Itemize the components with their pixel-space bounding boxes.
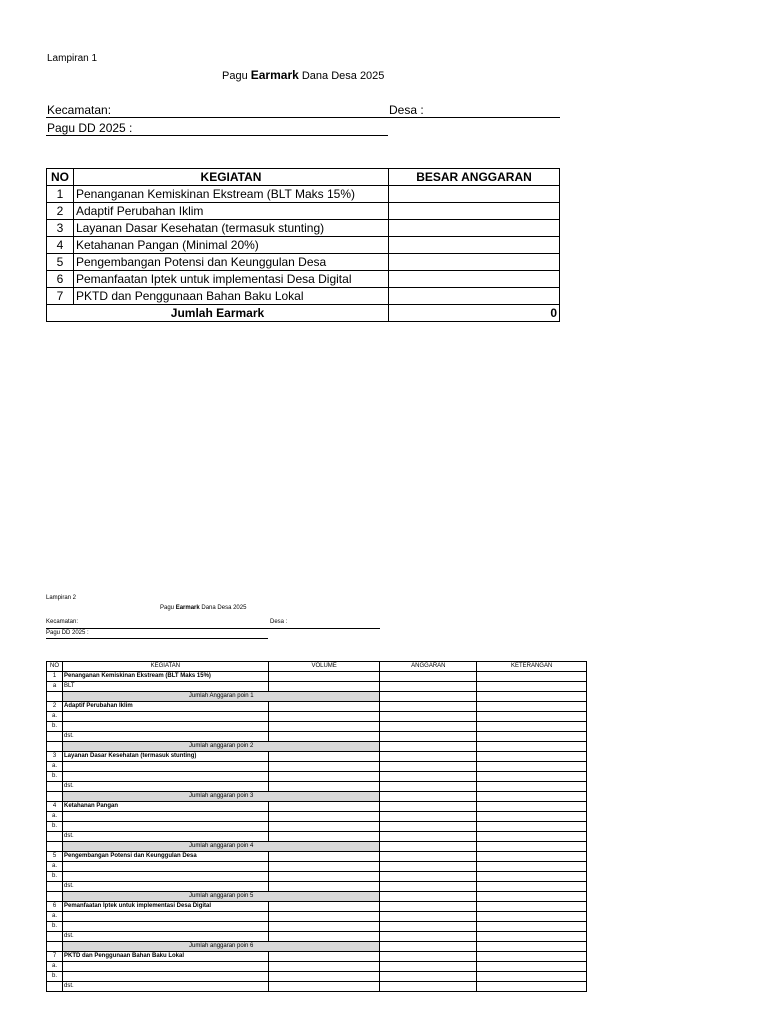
row-no — [47, 932, 63, 942]
row-keterangan-cell[interactable] — [477, 872, 587, 882]
row-kegiatan: PKTD dan Penggunaan Bahan Baku Lokal — [62, 952, 268, 962]
row-no: b. — [47, 822, 63, 832]
row-no: 3 — [47, 752, 63, 762]
row-no: a. — [47, 962, 63, 972]
row-volume-cell[interactable] — [268, 872, 380, 882]
row-no — [47, 782, 63, 792]
kecamatan-desa-underline-2 — [46, 628, 380, 629]
row-keterangan-cell[interactable] — [477, 762, 587, 772]
row-kegiatan — [62, 922, 268, 932]
header-volume: VOLUME — [268, 662, 380, 672]
activity-item-row — [47, 872, 587, 882]
row-volume-cell[interactable] — [268, 752, 380, 762]
row-kegiatan: Penanganan Kemiskinan Ekstream (BLT Maks 15%) — [62, 672, 268, 682]
total-value[interactable]: 0 — [389, 305, 560, 322]
row-volume-cell[interactable] — [268, 982, 380, 992]
row-volume-cell[interactable] — [268, 802, 380, 812]
row-kegiatan: Pemanfaatan Iptek untuk implementasi Desa Digital — [62, 902, 268, 912]
row-no: 4 — [47, 802, 63, 812]
row-kegiatan: BLT — [62, 682, 268, 692]
row-no: b. — [47, 722, 63, 732]
row-kegiatan — [62, 812, 268, 822]
total-label: Jumlah Earmark — [47, 305, 389, 322]
row-no: a. — [47, 862, 63, 872]
subtotal-anggaran-cell[interactable] — [380, 842, 477, 852]
subtotal-label: Jumlah anggaran poin 6 — [62, 942, 379, 952]
row-volume-cell[interactable] — [268, 852, 380, 862]
row-no: 3 — [47, 220, 74, 237]
pagu-label-2: Pagu DD 2025 : — [46, 630, 89, 636]
row-anggaran-cell[interactable] — [380, 822, 477, 832]
subtotal-keterangan-cell[interactable] — [477, 942, 587, 952]
activity-item-row — [47, 982, 587, 992]
activity-header-row — [47, 852, 587, 862]
lampiran2-title: Pagu Earmark Dana Desa 2025 — [160, 605, 247, 611]
subtotal-spacer — [47, 792, 63, 802]
activity-item-row — [47, 972, 587, 982]
activity-item-row — [47, 682, 587, 692]
row-kegiatan — [62, 962, 268, 972]
header-no-2: NO — [47, 662, 63, 672]
activity-item-row — [47, 862, 587, 872]
subtotal-keterangan-cell[interactable] — [477, 792, 587, 802]
desa-label: Desa : — [389, 103, 424, 117]
row-volume-cell[interactable] — [268, 762, 380, 772]
row-kegiatan — [62, 722, 268, 732]
row-keterangan-cell[interactable] — [477, 972, 587, 982]
header-keterangan: KETERANGAN — [477, 662, 587, 672]
activity-header-row — [47, 902, 587, 912]
row-anggaran-cell[interactable] — [380, 832, 477, 842]
subtotal-spacer — [47, 692, 63, 702]
row-kegiatan — [62, 972, 268, 982]
row-volume-cell[interactable] — [268, 702, 380, 712]
row-anggaran-cell[interactable] — [389, 220, 560, 237]
header-no: NO — [47, 169, 74, 186]
row-kegiatan: Pengembangan Potensi dan Keunggulan Desa — [74, 254, 389, 271]
detail-table — [46, 661, 587, 992]
row-anggaran-cell[interactable] — [380, 712, 477, 722]
row-kegiatan — [62, 822, 268, 832]
row-no: 2 — [47, 702, 63, 712]
row-kegiatan: dst. — [62, 882, 268, 892]
row-keterangan-cell[interactable] — [477, 802, 587, 812]
row-anggaran-cell[interactable] — [380, 782, 477, 792]
row-no: a. — [47, 712, 63, 722]
subtotal-spacer — [47, 892, 63, 902]
row-kegiatan — [62, 762, 268, 772]
row-no: b. — [47, 872, 63, 882]
row-volume-cell[interactable] — [268, 712, 380, 722]
row-keterangan-cell[interactable] — [477, 982, 587, 992]
row-keterangan-cell[interactable] — [477, 952, 587, 962]
lampiran1-label: Lampiran 1 — [47, 53, 98, 64]
activity-item-row — [47, 762, 587, 772]
activity-item-row — [47, 962, 587, 972]
subtotal-label: Jumlah Anggaran poin 1 — [62, 692, 379, 702]
header-kegiatan-2: KEGIATAN — [62, 662, 268, 672]
subtotal-spacer — [47, 942, 63, 952]
activity-item-row — [47, 912, 587, 922]
kecamatan-label: Kecamatan: — [47, 103, 112, 117]
row-volume-cell[interactable] — [268, 722, 380, 732]
row-volume-cell[interactable] — [268, 962, 380, 972]
table-row — [47, 220, 560, 237]
row-keterangan-cell[interactable] — [477, 712, 587, 722]
row-kegiatan: Layanan Dasar Kesehatan (termasuk stunting) — [74, 220, 389, 237]
row-no: a. — [47, 812, 63, 822]
kecamatan-desa-underline — [46, 117, 560, 118]
row-keterangan-cell[interactable] — [477, 682, 587, 692]
activity-header-row — [47, 702, 587, 712]
activity-item-row — [47, 832, 587, 842]
activity-item-row — [47, 732, 587, 742]
subtotal-anggaran-cell[interactable] — [380, 942, 477, 952]
subtotal-anggaran-cell[interactable] — [380, 692, 477, 702]
row-no — [47, 882, 63, 892]
row-anggaran-cell[interactable] — [380, 882, 477, 892]
row-keterangan-cell[interactable] — [477, 852, 587, 862]
row-keterangan-cell[interactable] — [477, 722, 587, 732]
row-anggaran-cell[interactable] — [389, 186, 560, 203]
row-no: b. — [47, 972, 63, 982]
lampiran1-title: Pagu Earmark Dana Desa 2025 — [222, 68, 385, 82]
subtotal-spacer — [47, 742, 63, 752]
row-keterangan-cell[interactable] — [477, 932, 587, 942]
row-anggaran-cell[interactable] — [380, 922, 477, 932]
total-row — [47, 305, 560, 322]
activity-header-row — [47, 802, 587, 812]
row-volume-cell[interactable] — [268, 972, 380, 982]
header-kegiatan: KEGIATAN — [74, 169, 389, 186]
row-keterangan-cell[interactable] — [477, 862, 587, 872]
subtotal-keterangan-cell[interactable] — [477, 742, 587, 752]
row-kegiatan: dst. — [62, 732, 268, 742]
row-anggaran-cell[interactable] — [380, 762, 477, 772]
row-volume-cell[interactable] — [268, 672, 380, 682]
row-anggaran-cell[interactable] — [380, 752, 477, 762]
activity-item-row — [47, 932, 587, 942]
row-anggaran-cell[interactable] — [380, 672, 477, 682]
row-kegiatan: Adaptif Perubahan Iklim — [74, 203, 389, 220]
subtotal-spacer — [47, 842, 63, 852]
row-volume-cell[interactable] — [268, 952, 380, 962]
row-anggaran-cell[interactable] — [380, 962, 477, 972]
subtotal-keterangan-cell[interactable] — [477, 842, 587, 852]
table-row — [47, 186, 560, 203]
subtotal-label: Jumlah anggaran poin 5 — [62, 892, 379, 902]
row-kegiatan: dst. — [62, 982, 268, 992]
subtotal-anggaran-cell[interactable] — [380, 742, 477, 752]
row-kegiatan: Layanan Dasar Kesehatan (termasuk stunting) — [62, 752, 268, 762]
row-keterangan-cell[interactable] — [477, 672, 587, 682]
row-anggaran-cell[interactable] — [380, 862, 477, 872]
row-no: 7 — [47, 288, 74, 305]
row-volume-cell[interactable] — [268, 932, 380, 942]
row-kegiatan — [62, 872, 268, 882]
row-anggaran-cell[interactable] — [380, 722, 477, 732]
row-kegiatan — [62, 912, 268, 922]
row-no: 2 — [47, 203, 74, 220]
activity-item-row — [47, 822, 587, 832]
activity-item-row — [47, 712, 587, 722]
row-anggaran-cell[interactable] — [380, 702, 477, 712]
earmark-table — [46, 168, 560, 322]
row-no: 5 — [47, 852, 63, 862]
row-anggaran-cell[interactable] — [380, 952, 477, 962]
row-anggaran-cell[interactable] — [389, 288, 560, 305]
row-keterangan-cell[interactable] — [477, 752, 587, 762]
row-volume-cell[interactable] — [268, 902, 380, 912]
row-volume-cell[interactable] — [268, 682, 380, 692]
row-volume-cell[interactable] — [268, 732, 380, 742]
row-kegiatan: Ketahanan Pangan (Minimal 20%) — [74, 237, 389, 254]
row-kegiatan — [62, 712, 268, 722]
row-kegiatan: Pengembangan Potensi dan Keunggulan Desa — [62, 852, 268, 862]
subtotal-row — [47, 842, 587, 852]
subtotal-row — [47, 692, 587, 702]
table-row — [47, 237, 560, 254]
row-anggaran-cell[interactable] — [380, 932, 477, 942]
row-keterangan-cell[interactable] — [477, 772, 587, 782]
subtotal-row — [47, 942, 587, 952]
activity-item-row — [47, 882, 587, 892]
row-volume-cell[interactable] — [268, 782, 380, 792]
desa-label-2: Desa : — [270, 619, 288, 625]
header-anggaran: ANGGARAN — [380, 662, 477, 672]
row-no: a. — [47, 762, 63, 772]
subtotal-label: Jumlah anggaran poin 3 — [62, 792, 379, 802]
subtotal-row — [47, 742, 587, 752]
row-anggaran-cell[interactable] — [380, 802, 477, 812]
row-no — [47, 832, 63, 842]
row-kegiatan: Adaptif Perubahan Iklim — [62, 702, 268, 712]
row-no: 4 — [47, 237, 74, 254]
row-no: 6 — [47, 902, 63, 912]
activity-item-row — [47, 812, 587, 822]
header-besar-anggaran: BESAR ANGGARAN — [389, 169, 560, 186]
activity-item-row — [47, 722, 587, 732]
subtotal-keterangan-cell[interactable] — [477, 892, 587, 902]
row-keterangan-cell[interactable] — [477, 812, 587, 822]
table-row — [47, 203, 560, 220]
row-no: 1 — [47, 672, 63, 682]
row-volume-cell[interactable] — [268, 922, 380, 932]
row-kegiatan: dst. — [62, 782, 268, 792]
row-no: b. — [47, 922, 63, 932]
row-anggaran-cell[interactable] — [380, 732, 477, 742]
row-keterangan-cell[interactable] — [477, 732, 587, 742]
subtotal-row — [47, 892, 587, 902]
row-keterangan-cell[interactable] — [477, 702, 587, 712]
row-no: 7 — [47, 952, 63, 962]
subtotal-label: Jumlah anggaran poin 2 — [62, 742, 379, 752]
row-no: b. — [47, 772, 63, 782]
pagu-underline-2 — [46, 638, 268, 639]
row-kegiatan — [62, 862, 268, 872]
row-anggaran-cell[interactable] — [380, 912, 477, 922]
row-volume-cell[interactable] — [268, 862, 380, 872]
row-anggaran-cell[interactable] — [380, 852, 477, 862]
row-kegiatan: Ketahanan Pangan — [62, 802, 268, 812]
subtotal-anggaran-cell[interactable] — [380, 892, 477, 902]
table-row — [47, 271, 560, 288]
pagu-label: Pagu DD 2025 : — [47, 121, 133, 135]
activity-header-row — [47, 952, 587, 962]
row-volume-cell[interactable] — [268, 832, 380, 842]
row-anggaran-cell[interactable] — [380, 812, 477, 822]
row-no: 1 — [47, 186, 74, 203]
row-volume-cell[interactable] — [268, 822, 380, 832]
row-kegiatan: dst. — [62, 832, 268, 842]
row-anggaran-cell[interactable] — [380, 872, 477, 882]
row-kegiatan: PKTD dan Penggunaan Bahan Baku Lokal — [74, 288, 389, 305]
row-kegiatan: dst. — [62, 932, 268, 942]
activity-item-row — [47, 772, 587, 782]
row-volume-cell[interactable] — [268, 882, 380, 892]
row-keterangan-cell[interactable] — [477, 782, 587, 792]
row-volume-cell[interactable] — [268, 912, 380, 922]
table-row — [47, 288, 560, 305]
row-keterangan-cell[interactable] — [477, 882, 587, 892]
row-kegiatan — [62, 772, 268, 782]
subtotal-label: Jumlah anggaran poin 4 — [62, 842, 379, 852]
row-no: 6 — [47, 271, 74, 288]
row-keterangan-cell[interactable] — [477, 922, 587, 932]
row-no — [47, 732, 63, 742]
kecamatan-label-2: Kecamatan: — [46, 619, 79, 625]
row-keterangan-cell[interactable] — [477, 832, 587, 842]
subtotal-row — [47, 792, 587, 802]
row-keterangan-cell[interactable] — [477, 962, 587, 972]
row-anggaran-cell[interactable] — [380, 972, 477, 982]
row-no: 5 — [47, 254, 74, 271]
row-no: a — [47, 682, 63, 692]
row-anggaran-cell[interactable] — [389, 271, 560, 288]
row-no — [47, 982, 63, 992]
activity-item-row — [47, 922, 587, 932]
row-volume-cell[interactable] — [268, 772, 380, 782]
activity-header-row — [47, 752, 587, 762]
row-anggaran-cell[interactable] — [389, 254, 560, 271]
row-anggaran-cell[interactable] — [380, 682, 477, 692]
row-keterangan-cell[interactable] — [477, 822, 587, 832]
row-volume-cell[interactable] — [268, 812, 380, 822]
row-anggaran-cell[interactable] — [389, 237, 560, 254]
row-anggaran-cell[interactable] — [380, 982, 477, 992]
pagu-underline — [46, 135, 388, 136]
activity-header-row — [47, 672, 587, 682]
row-no: a. — [47, 912, 63, 922]
subtotal-anggaran-cell[interactable] — [380, 792, 477, 802]
row-kegiatan: Pemanfaatan Iptek untuk implementasi Desa Digital — [74, 271, 389, 288]
row-kegiatan: Penanganan Kemiskinan Ekstream (BLT Maks 15%) — [74, 186, 389, 203]
activity-item-row — [47, 782, 587, 792]
row-anggaran-cell[interactable] — [389, 203, 560, 220]
row-keterangan-cell[interactable] — [477, 912, 587, 922]
lampiran2-label: Lampiran 2 — [46, 595, 77, 601]
subtotal-keterangan-cell[interactable] — [477, 692, 587, 702]
table-row — [47, 254, 560, 271]
row-keterangan-cell[interactable] — [477, 902, 587, 912]
row-anggaran-cell[interactable] — [380, 902, 477, 912]
row-anggaran-cell[interactable] — [380, 772, 477, 782]
